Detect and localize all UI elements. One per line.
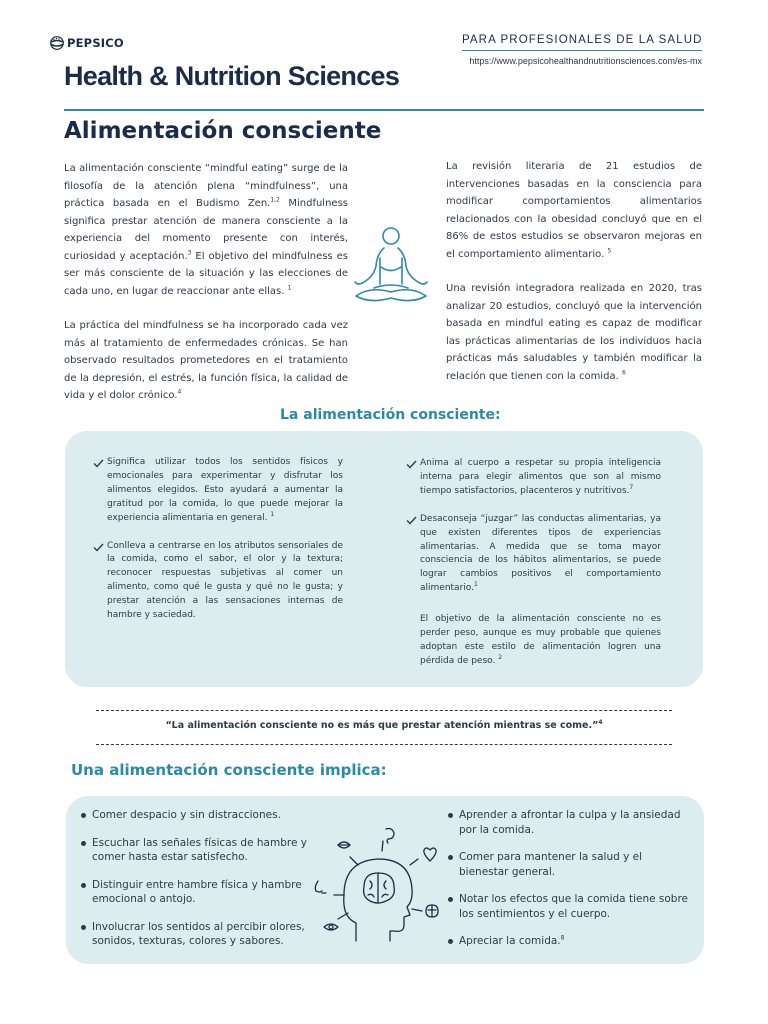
bullet-list-item xyxy=(446,892,694,921)
bullet-list-item xyxy=(446,808,694,837)
check-list-right xyxy=(406,457,661,610)
check-icon xyxy=(93,543,104,552)
audience-label: PARA PROFESIONALES DE LA SALUD xyxy=(462,34,702,51)
ear-icon xyxy=(315,881,326,893)
check-list-item xyxy=(406,513,661,596)
site-url-link[interactable]: https://www.pepsicohealthandnutritionsciences.com/es-mx xyxy=(469,56,702,66)
dashed-divider xyxy=(96,710,672,711)
check-list-item xyxy=(93,540,343,623)
check-item-text: Conlleva a centrarse en los atributos sensoriales de la comida, como el sabor, el olor y la textura; reconocer respuestas subjetivas al comer un alimento, como qué le gusta y qué no le gusta; y prestar atención a las sensaciones internas de hambre y saciedad. xyxy=(107,540,343,621)
reference-superscript: 2 xyxy=(498,653,503,661)
pull-quote: “La alimentación consciente no es más que prestar atención mientras se come.”$^4$ xyxy=(165,718,603,731)
bullet-item-text: Comer despacio y sin distracciones. xyxy=(92,809,281,821)
bullet-dot-icon xyxy=(81,813,86,818)
header-divider xyxy=(64,109,704,111)
bullet-list-item xyxy=(79,878,314,907)
bullet-list-item xyxy=(446,934,694,949)
reference-superscript: 5 xyxy=(607,247,612,255)
bullet-item-text: Aprender a afrontar la culpa y la ansiedad por la comida. xyxy=(459,809,681,836)
reference-superscript: 7 xyxy=(629,483,634,491)
check-icon xyxy=(406,460,417,469)
reference-superscript: 4 xyxy=(177,388,182,396)
intro-left-column xyxy=(64,160,348,422)
intro-paragraph: La práctica del mindfulness se ha incorporado cada vez más al tratamiento de enfermedades crónicas. Se han observado resultados prometedores en el tratamiento de la depresión, el estrés, la función física, la calidad de vida y el dolor crónico.$^4$ xyxy=(64,320,348,401)
bullet-dot-icon xyxy=(448,813,453,818)
intro-right-column xyxy=(446,158,702,402)
check-item-text: Desaconseja “juzgar” las conductas alimentarias, ya que existen diferentes tipos de experiencias alimentarias. A medida que se toma mayor consciencia de los hábitos alimentarios, se puede lograr cambios positivos el comportamiento alimentario.$^1$ xyxy=(420,513,661,594)
bullet-dot-icon xyxy=(448,855,453,860)
weight-note: El objetivo de la alimentación consciente no es perder peso, aunque es muy probable que quienes adoptan este estilo de alimentación logren una pérdida de peso. $^2$ xyxy=(420,614,661,666)
check-list-item xyxy=(406,457,661,499)
section-heading-implica: Una alimentación consciente implica: xyxy=(71,761,387,779)
reference-superscript: 8 xyxy=(560,934,565,942)
site-title: Health & Nutrition Sciences xyxy=(64,61,400,91)
intro-paragraph: Una revisión integradora realizada en 2020, tras analizar 20 estudios, concluyó que la intervención basada en mindful eating es capaz de modificar las prácticas alimentarias de los individuos hacia prácticas más saludables y también modificar la relación que tienen con la comida. $^6$ xyxy=(446,283,702,382)
check-icon xyxy=(406,516,417,525)
section-heading-alimentacion-consciente: La alimentación consciente: xyxy=(280,407,501,423)
reference-superscript: 1 xyxy=(287,284,292,292)
bullet-item-text: Involucrar los sentidos al percibir olores, sonidos, texturas, colores y sabores. xyxy=(92,920,305,947)
bullet-dot-icon xyxy=(81,841,86,846)
bullet-dot-icon xyxy=(448,939,453,944)
reference-superscript: 1,2 xyxy=(270,196,280,204)
reference-superscript: 3 xyxy=(187,249,192,257)
reference-superscript: 1 xyxy=(270,510,275,518)
intro-paragraph: La revisión literaria de 21 estudios de intervenciones basadas en la consciencia para modificar comportamientos alimentarios relacionados con la obesidad concluyó que en el 86% de estos estudios se observaron mejoras en el comportamiento alimentario. $^5$ xyxy=(446,161,702,260)
brain-icon xyxy=(426,905,438,917)
bullet-item-text: Notar los efectos que la comida tiene sobre los sentimientos y el cuerpo. xyxy=(459,893,689,920)
pepsico-globe-icon xyxy=(50,36,64,50)
check-list-item xyxy=(93,456,343,526)
bullet-list-item xyxy=(79,808,314,823)
bullet-item-text: Escuchar las señales físicas de hambre y comer hasta estar satisfecho. xyxy=(92,836,307,863)
head-brain-icon xyxy=(306,823,446,945)
reference-superscript: 6 xyxy=(621,369,626,377)
check-item-text: Anima al cuerpo a respetar su propia inteligencia interna para elegir alimentos que son al mismo tiempo satisfactorios, placenteros y nutritivos.$^7$ xyxy=(420,458,661,496)
page-title: Alimentación consciente xyxy=(64,118,382,144)
check-item-text: Significa utilizar todos los sentidos físicos y emocionales para experimentar y disfrutar los alimentos elegidos. Esto ayudará a aumentar la gratitud por la comida, lo que puede mejorar la experiencia alimentaria en general. $^1$ xyxy=(107,457,343,523)
bullet-list-item xyxy=(79,920,314,949)
bullet-list-item xyxy=(446,850,694,879)
brand-name: PEPSICO xyxy=(67,36,124,50)
bullet-list-item xyxy=(79,836,314,865)
intro-paragraph: La alimentación consciente “mindful eating” surge de la filosofía de la atención plena “mindfulness”, una práctica basada en el Budismo Zen.$^{1,2}$ Mindfulness significa prestar atención de manera consciente a la experiencia del momento presente con interés, curiosidad y aceptación.$^3$ El objetivo del mindfulness es ser más consciente de la situación y las elecciones de cada uno, en lugar de reaccionar ante ellas. $^1$ xyxy=(64,163,348,297)
bullet-list-right xyxy=(446,808,694,962)
reference-superscript: 4 xyxy=(598,718,603,726)
bullet-item-text: Distinguir entre hambre física y hambre emocional o antojo. xyxy=(92,878,302,905)
bullet-item-text: Apreciar la comida.$^8$ xyxy=(459,934,565,947)
bullet-list-left xyxy=(79,808,314,962)
lips-icon xyxy=(338,842,350,848)
bullet-dot-icon xyxy=(448,897,453,902)
dashed-divider xyxy=(96,744,672,745)
check-icon xyxy=(93,459,104,468)
bullet-dot-icon xyxy=(81,883,86,888)
heart-icon xyxy=(424,848,436,861)
bullet-item-text: Comer para mantener la salud y el bienestar general. xyxy=(459,851,643,878)
meditation-figure-icon xyxy=(350,222,432,308)
pepsico-logo xyxy=(50,36,124,50)
eye-icon xyxy=(324,924,338,930)
check-list-left xyxy=(93,456,343,637)
reference-superscript: 1 xyxy=(473,581,478,589)
nose-icon xyxy=(386,829,394,844)
bullet-dot-icon xyxy=(81,925,86,930)
